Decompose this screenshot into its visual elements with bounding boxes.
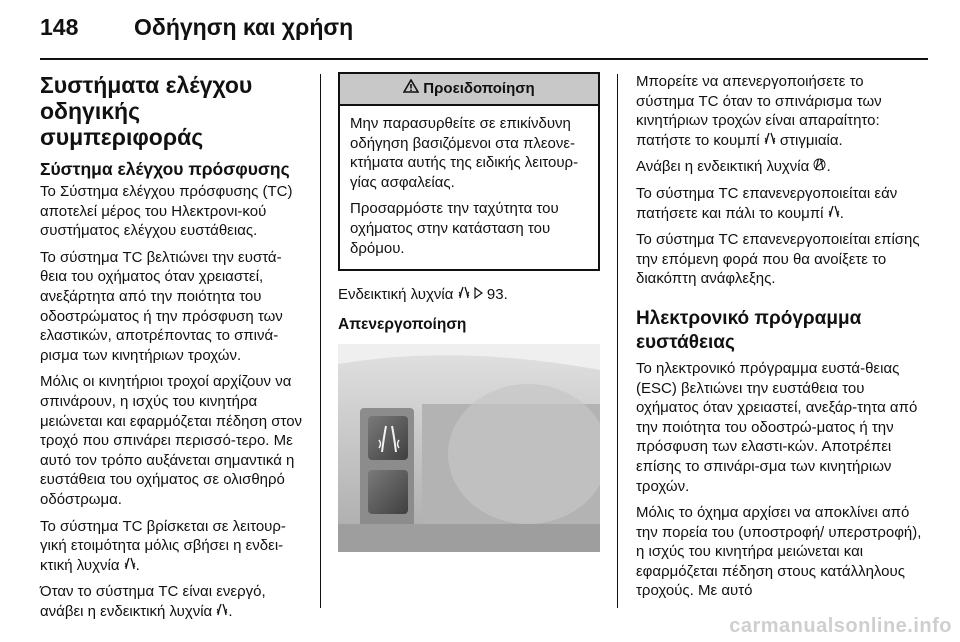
watermark: carmanualsonline.info (729, 615, 952, 637)
tc-button-illustration (338, 344, 600, 552)
paragraph-text: Το σύστημα TC επανενεργοποιείται εάν πατήσετε και πάλι το κουμπί (636, 184, 898, 222)
section-title: Συστήματα ελέγχου οδηγικής συμπεριφοράς (40, 72, 253, 150)
traction-control-icon (764, 131, 776, 151)
traction-control-icon (458, 285, 470, 305)
column-2 (338, 72, 602, 552)
page-reference-arrow-icon (474, 285, 483, 305)
paragraph: Το σύστημα TC βελτιώνει την ευστά-θεια του οχήματος όταν χρειαστεί, ανεξάρτητα από την ποιότητα του οδοστρώματος ή την πρόσφυση των ελαστικών, αποτρέποντας το σπινά-ρισμα των κινητήριων τροχών. (40, 248, 283, 364)
warning-title: Προειδοποίηση (423, 80, 535, 98)
paragraph-end: . (228, 602, 233, 620)
column-divider-2 (617, 74, 618, 608)
page-header (40, 6, 920, 48)
paragraph-text: Μπορείτε να απενεργοποιήσετε το σύστημα TC όταν το σπινάρισμα των κινητήριων τροχών είναι απαραίτητο: πατήστε το κουμπί (636, 73, 882, 149)
paragraph: Μόλις οι κινητήριοι τροχοί αρχίζουν να σπινάρουν, η ισχύς του κινητήρα μειώνεται και εφαρμόζεται πέδηση στον τροχό που σπινάρει περισσό-τερο. Με αυτό τον τρόπο αυξάνεται σημαντικά η ευστάθεια του οχήματος σε ολισθηρό οδόστρωμα. (40, 373, 303, 508)
paragraph (40, 517, 308, 576)
page-number: 148 (40, 14, 79, 40)
warning-box (338, 72, 600, 271)
paragraph: Το Σύστημα ελέγχου πρόσφυσης (TC) αποτελεί μέρος του Ηλεκτρονι-κού συστήματος ελέγχου ευστάθειας. (40, 183, 293, 240)
paragraph: Το ηλεκτρονικό πρόγραμμα ευστά-θειας (ESC) βελτιώνει την ευστάθεια του οχήματος όταν χρειαστεί, ανεξάρ-τητα από την ποιότητα του οδοστρώ-ματος ή την πρόσφυση των ελαστι-κών. Αποτρέπει επίσης το σπινάρι-σμα των κινητήριων τροχών. (636, 359, 918, 495)
paragraph-text: Το σύστημα TC βρίσκεται σε λειτουρ-γική ετοιμότητα μόλις σβήσει η ενδει-κτική λυχνία (40, 517, 286, 574)
column-3 (636, 72, 924, 608)
paragraph (636, 184, 924, 223)
traction-control-icon (216, 602, 228, 622)
paragraph-end: . (826, 158, 831, 176)
paragraph-end: . (839, 204, 844, 222)
paragraph (40, 582, 308, 621)
tc-button-photo (338, 344, 600, 552)
header-rule (40, 58, 928, 60)
reference-text: Ενδεικτική λυχνία (338, 286, 454, 304)
warning-triangle-icon (403, 79, 419, 99)
esc-title: Ηλεκτρονικό πρόγραμμα ευστάθειας (636, 307, 862, 353)
paragraph (636, 157, 924, 177)
traction-control-icon (124, 556, 136, 576)
reference-page: 93. (486, 286, 508, 304)
running-title: Οδήγηση και χρήση (134, 14, 354, 40)
column-1 (40, 72, 308, 628)
paragraph-end: . (135, 556, 140, 574)
column-divider-1 (320, 74, 321, 608)
paragraph-end: στιγμιαία. (779, 131, 843, 149)
paragraph-text: Ανάβει η ενδεικτική λυχνία (636, 158, 810, 176)
traction-control-off-icon (813, 157, 826, 177)
traction-control-icon (828, 204, 840, 224)
indicator-reference (338, 285, 602, 305)
warning-paragraph: Μην παρασυρθείτε σε επικίνδυνη οδήγηση βασιζόμενοι στα πλεονε-κτήματα αυτής της ειδικής λειτουρ-γίας ασφαλείας. (350, 115, 579, 191)
paragraph: Το σύστημα TC επανενεργοποιείται επίσης την επόμενη φορά που θα ανοίξετε το διακόπτη ανάφλεξης. (636, 231, 920, 288)
paragraph (636, 72, 924, 150)
paragraph-text: Όταν το σύστημα TC είναι ενεργό, ανάβει η ενδεικτική λυχνία (40, 583, 266, 620)
warning-body (340, 106, 598, 269)
paragraph: Μόλις το όχημα αρχίσει να αποκλίνει από την πορεία του (υποστροφή/ υπερστροφή), η ισχύς του κινητήρα μειώνεται και εφαρμόζεται πέδηση στους κατάλληλους τροχούς. Με αυτό (636, 504, 922, 600)
warning-paragraph: Προσαρμόστε την ταχύτητα του οχήματος στην κατάσταση του δρόμου. (350, 200, 559, 257)
subsection-title: Σύστημα ελέγχου πρόσφυσης (40, 159, 290, 179)
warning-header (340, 74, 598, 106)
deactivation-title: Απενεργοποίηση (338, 315, 467, 333)
